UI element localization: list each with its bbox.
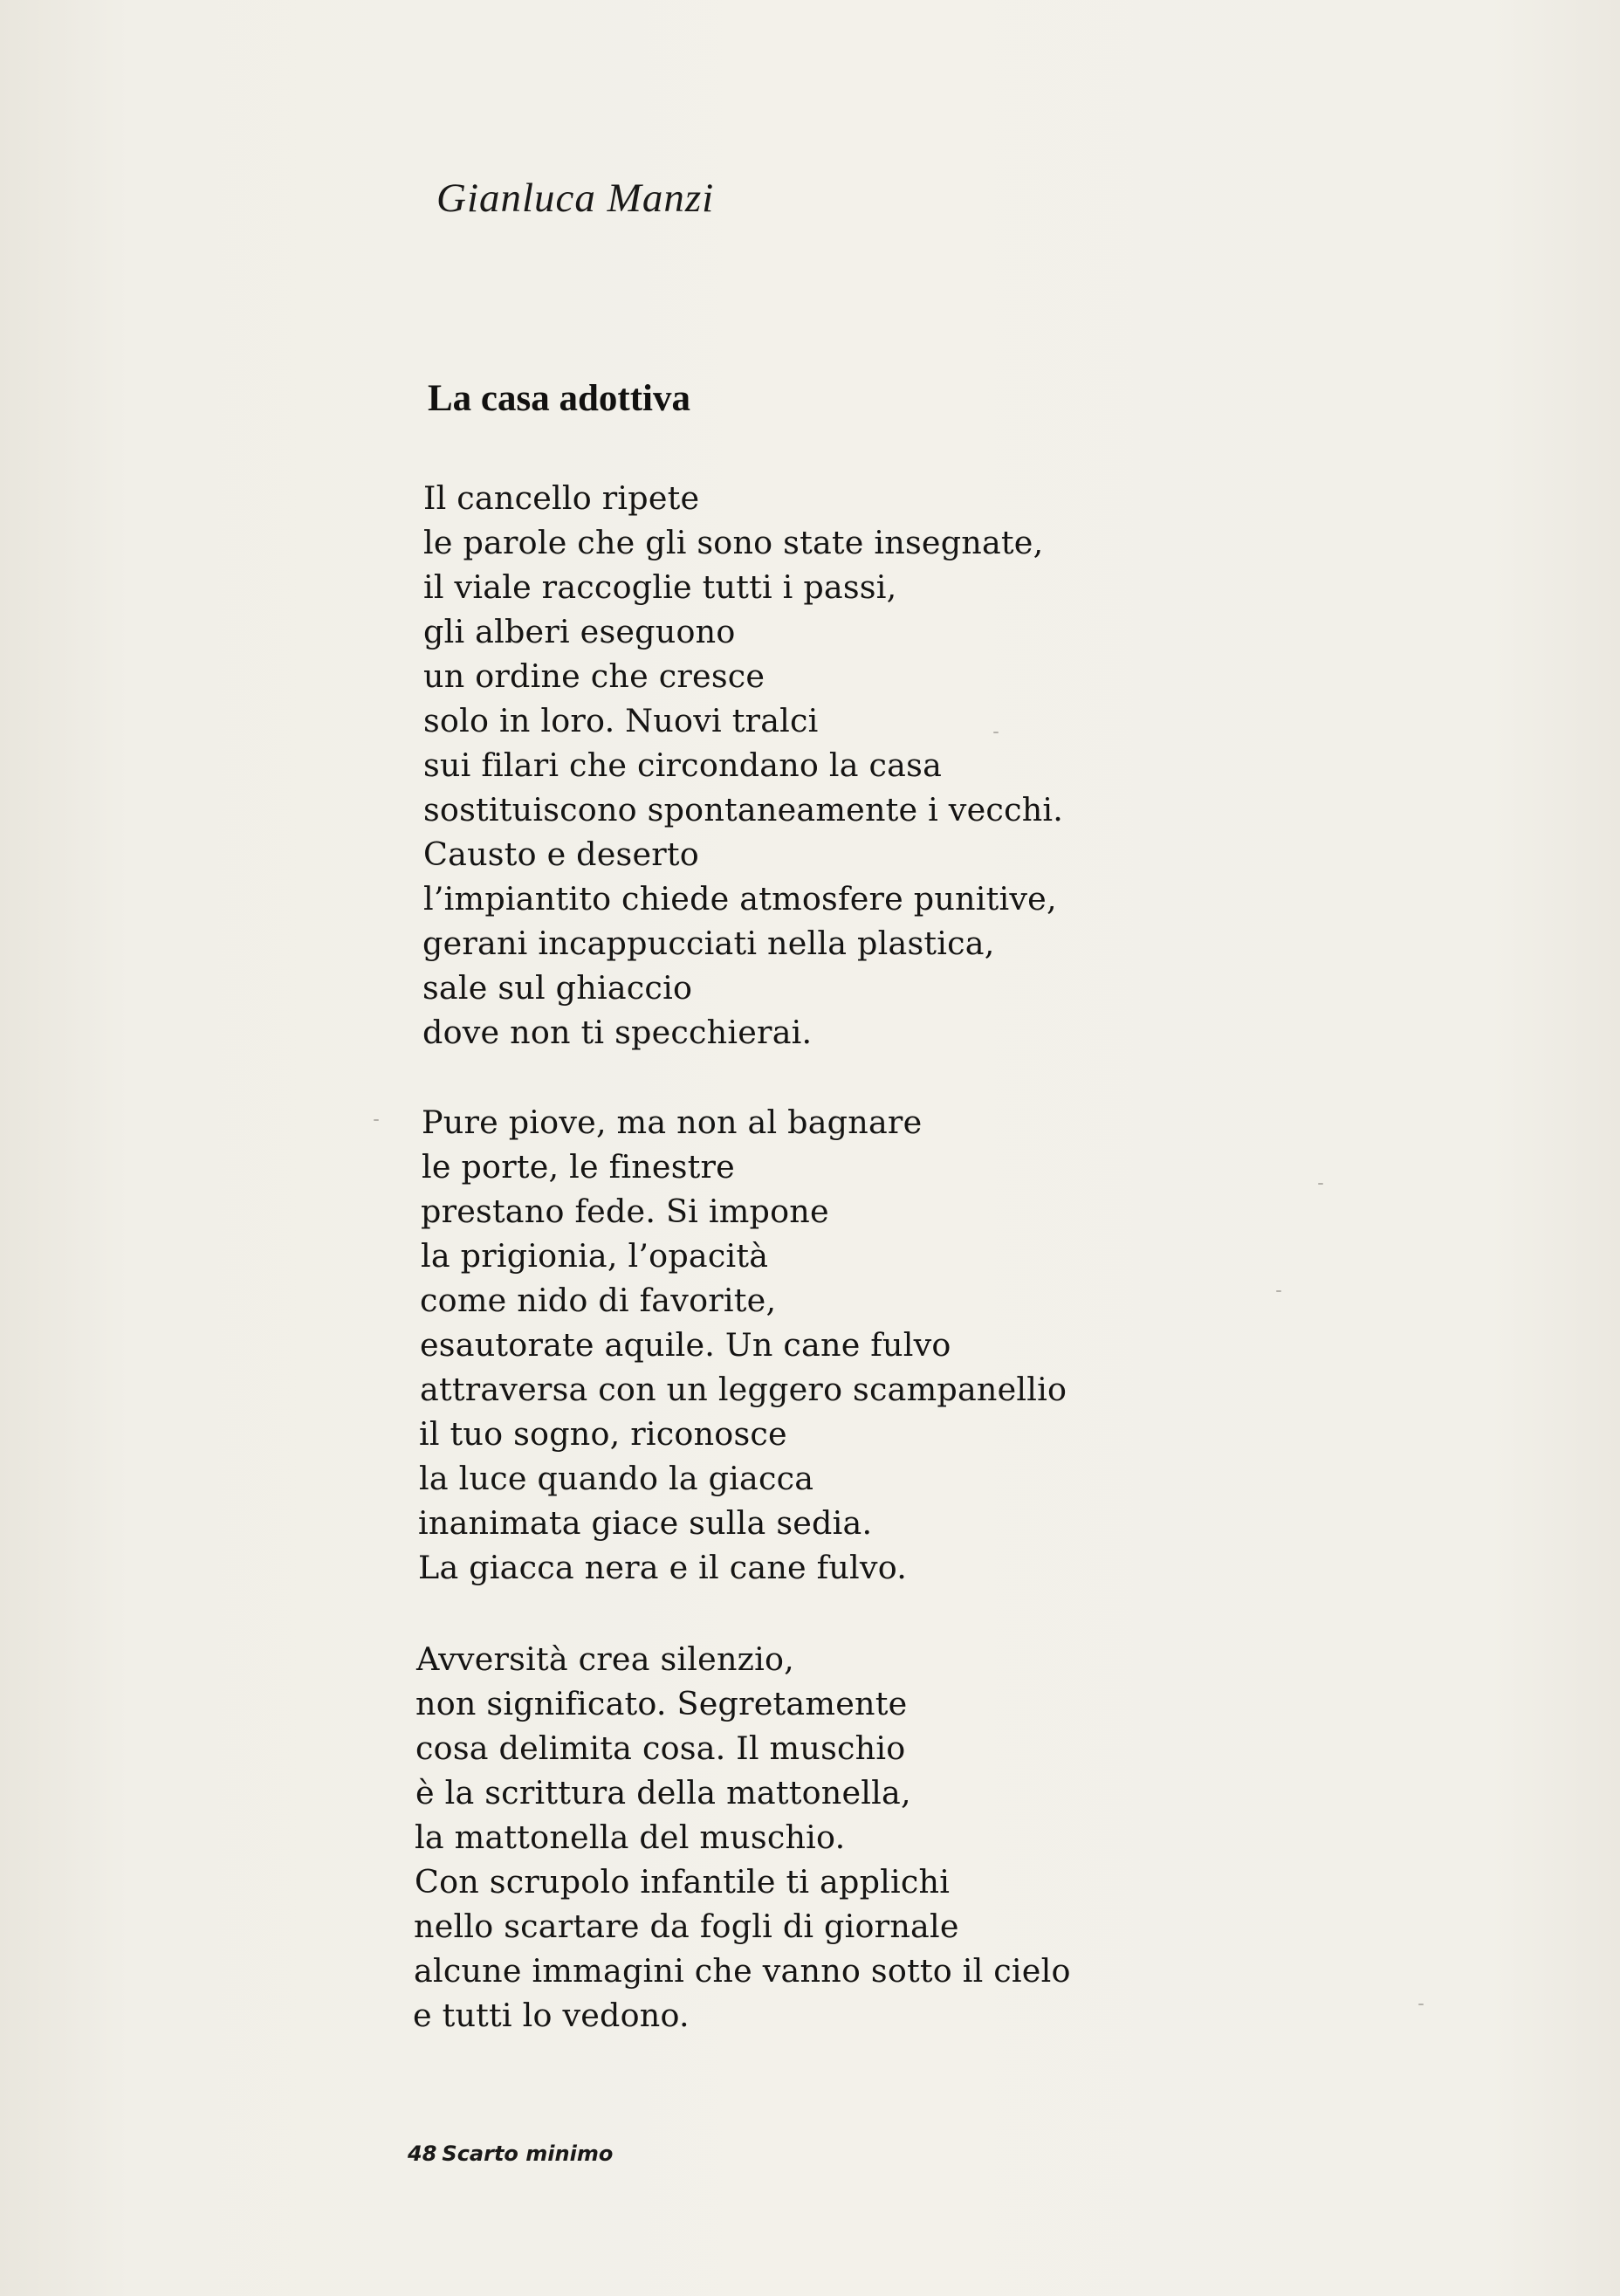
poem-line: gli alberi eseguono (423, 613, 736, 650)
paper-speck (1276, 1290, 1281, 1292)
poem-line: attraversa con un leggero scampanellio (420, 1371, 1067, 1408)
poem-line: le parole che gli sono state insegnate, (423, 524, 1044, 561)
poem-line: il viale raccoglie tutti i passi, (423, 568, 897, 606)
author-name: Gianluca Manzi (436, 175, 715, 221)
poem-line: sale sul ghiaccio (422, 969, 693, 1007)
stanza-2 (0, 1100, 1067, 1590)
poem-line: sui filari che circondano la casa (423, 746, 943, 784)
poem-line: solo in loro. Nuovi tralci (423, 702, 819, 739)
poem-line: come nido di favorite, (420, 1282, 777, 1319)
poem-line: il tuo sogno, riconosce (419, 1415, 787, 1453)
poem-line: l’impiantito chiede atmosfere punitive, (423, 880, 1057, 918)
poem-line: è la scrittura della mattonella, (415, 1774, 911, 1811)
stanza-3 (0, 1637, 1071, 2038)
poem-line: La giacca nera e il cane fulvo. (418, 1549, 908, 1586)
paper-speck (1418, 2004, 1424, 2005)
paper-speck (1318, 1183, 1323, 1185)
poem-line: e tutti lo vedono. (413, 1997, 690, 2034)
stanza-1 (0, 476, 1063, 1055)
poem-line: un ordine che cresce (423, 657, 765, 695)
paper-speck (993, 732, 999, 733)
poem-line: Avversità crea silenzio, (416, 1640, 794, 1678)
poem-line: sostituiscono spontaneamente i vecchi. (423, 791, 1064, 828)
poem-line: cosa delimita cosa. Il muschio (415, 1729, 906, 1767)
poem-line: la mattonella del muschio. (415, 1818, 846, 1856)
paper-speck (374, 1119, 379, 1121)
page-number: 48 (408, 2141, 437, 2166)
poem-line: Causto e deserto (423, 835, 699, 873)
poem-line: prestano fede. Si impone (421, 1193, 829, 1230)
poem-line: dove non ti specchierai. (422, 1014, 813, 1051)
poem-line: la prigionia, l’opacità (421, 1237, 769, 1275)
poem-line: Con scrupolo infantile ti applichi (415, 1863, 951, 1901)
poem-line: esautorate aquile. Un cane fulvo (420, 1326, 951, 1364)
poem-line: le porte, le finestre (422, 1148, 735, 1186)
poem-line: inanimata giace sulla sedia. (418, 1504, 873, 1542)
page-footer (408, 2141, 613, 2166)
poem-line: nello scartare da fogli di giornale (414, 1908, 959, 1945)
poem-line: non significato. Segretamente (415, 1685, 908, 1722)
poem-line: gerani incappucciati nella plastica, (422, 925, 995, 962)
poem-title: La casa adottiva (428, 378, 690, 419)
poem-line: alcune immagini che vanno sotto il cielo (414, 1952, 1071, 1990)
poem-line: Pure piove, ma non al bagnare (422, 1103, 923, 1141)
poem-line: Il cancello ripete (423, 479, 700, 517)
publication-name: Scarto minimo (442, 2141, 614, 2166)
poem-line: la luce quando la giacca (419, 1460, 814, 1497)
